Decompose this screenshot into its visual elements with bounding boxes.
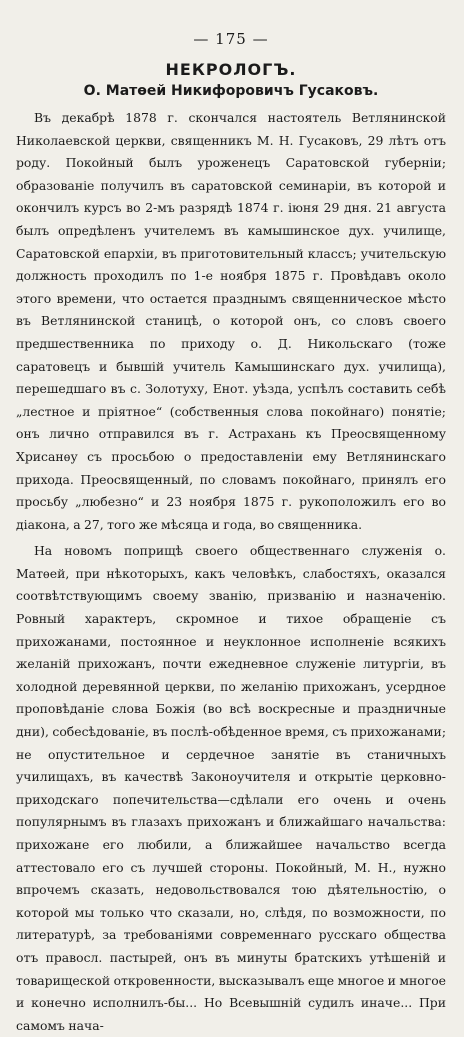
obituary-subheading: О. Матѳей Никифоровичъ Гусаковъ.: [83, 83, 379, 99]
paragraph-2: На новомъ поприщѣ своего общественнаго служенія о. Матѳей, при нѣкоторыхъ, какъ человѣкъ, слабостяхъ, оказался соотвѣтствующимъ своему званію, призванію и назначенію. Ровный характеръ, скромное и тихое обращеніе съ прихожанами, постоянное и неуклонное исполненіе всякихъ желаній прихожанъ, почти ежедневное служеніе литургіи, въ холодной деревянной церкви, по желанію прихожанъ, усердное проповѣданіе слова Божія (во всѣ воскресные и праздничные дни), собесѣдованіе, въ послѣ-обѣденное время, съ прихожанами; не опустительное и сердечное занятіе въ станичныхъ училищахъ, въ качествѣ Законоучителя и открытіе церковно-приходскаго попечительства—сдѣлали его очень и очень популярнымъ въ глазахъ прихожанъ и ближайшаго начальства: прихожане его любили, а ближайшее начальство всегда аттестовало его съ лучшей стороны. Покойный, М. Н., нужно впрочемъ сказать, недовольствовался тою дѣятельностію, о которой мы только что сказали, но, слѣдя, по возможности, по литературѣ, за требованіями современнаго русскаго общества отъ правосл. пастырей, онъ въ минуты братскихъ утѣшеній и товарищеской откровенности, высказывалъ еще многое и многое и конечно исполнилъ-бы... Но Всевышній судилъ иначе... При самомъ нача-: [16, 543, 446, 1033]
document-page: [16, 30, 446, 1037]
page-number: — 175 —: [193, 30, 269, 48]
obituary-heading: НЕКРОЛОГЪ.: [165, 60, 297, 79]
paragraph-1: Въ декабрѣ 1878 г. скончался настоятель Ветлянинской Николаевской церкви, священникъ М. Н. Гусаковъ, 29 лѣтъ отъ роду. Покойный былъ уроженецъ Саратовской губерніи; образованіе получилъ въ саратовской семинаріи, въ которой и окончилъ курсъ во 2-мъ разрядѣ 1874 г. іюня 29 дня. 21 августа былъ опредѣленъ учителемъ въ камышинское дух. училище, Саратовской епархіи, въ приготовительный классъ; учительскую должность проходилъ по 1-е ноября 1875 г. Провѣдавъ около этого времени, что остается празднымъ священническое мѣсто въ Ветлянинской станицѣ, о которой онъ, со словъ своего предшественника по приходу о. Д. Никольскаго (тоже саратовецъ и бывшій учитель Камышинскаго дух. училища), перешедшаго въ с. Золотуху, Енот. уѣзда, успѣлъ составить себѣ „лестное и пріятное“ (собственныя слова покойнаго) понятіе; онъ лично отправился въ г. Астрахань къ Преосвященному Хрисанѳу съ просьбою о предоставленіи ему Ветлянинскаго прихода. Преосвященный, по словамъ покойнаго, принялъ его просьбу „любезно“ и 23 ноября 1875 г. рукоположилъ его во діакона, а 27, того же мѣсяца и года, во священника.: [16, 110, 446, 532]
